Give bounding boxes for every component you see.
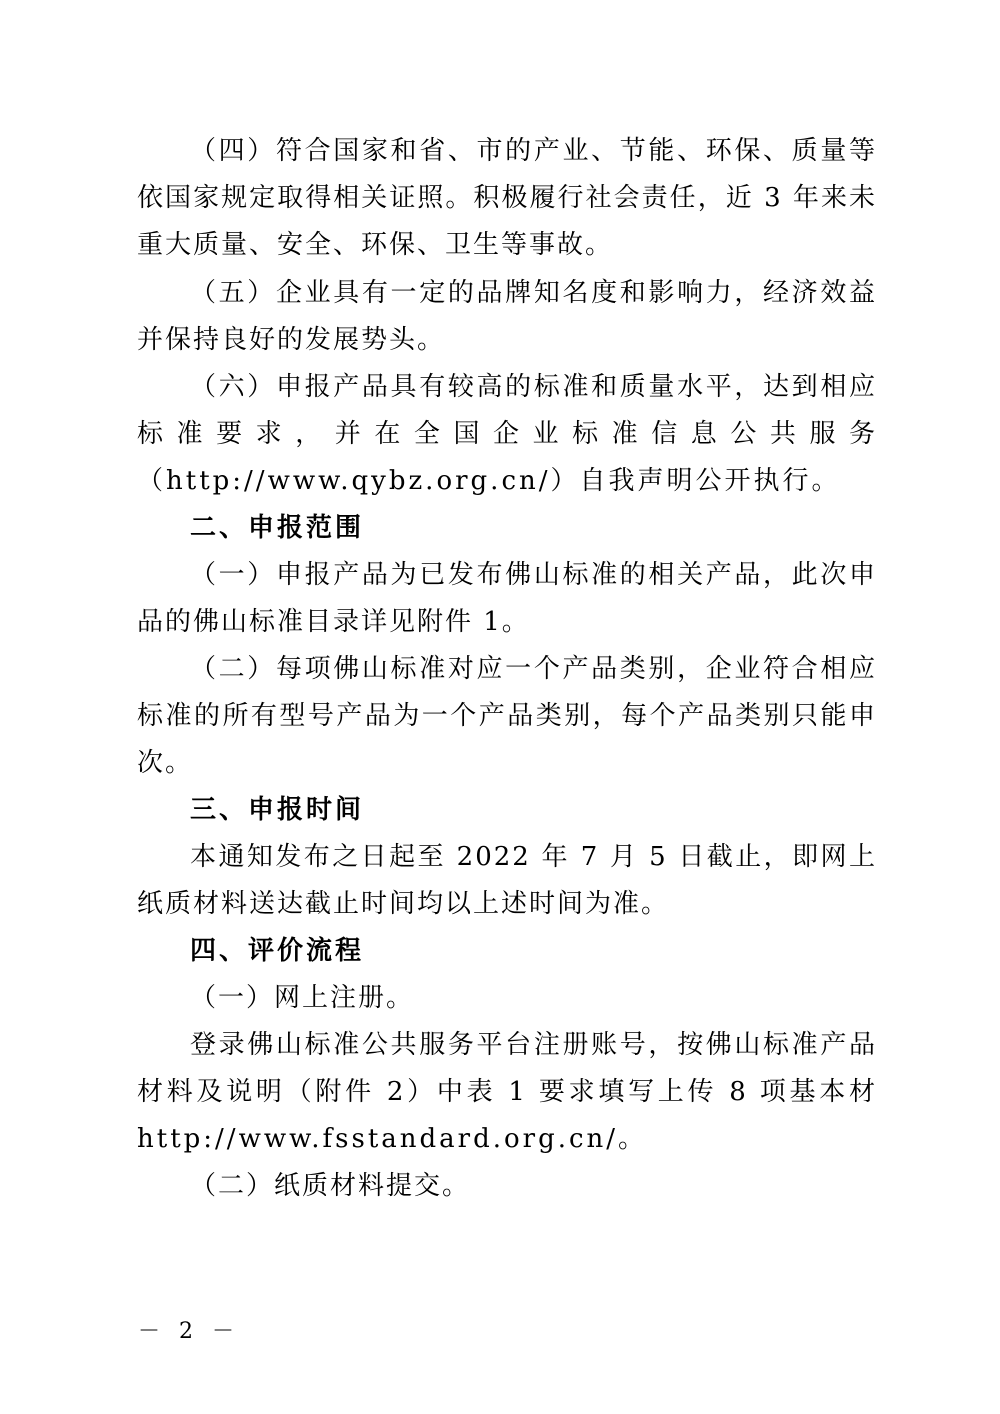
time-line-2: 纸质材料送达截止时间均以上述时间为准。 <box>137 889 670 919</box>
scope-item-2-line-1: （二）每项佛山标准对应一个产品类别，企业符合相应 <box>190 654 877 684</box>
process-item-2-title: （二）纸质材料提交。 <box>190 1171 471 1201</box>
heading-application-time: 三、申报时间 <box>190 795 365 825</box>
paragraph-4-line-1: （四）符合国家和省、市的产业、节能、环保、质量等 <box>190 136 877 166</box>
page-number: － 2 － <box>138 1319 240 1344</box>
process-item-1-line-2: 材料及说明（附件 2）中表 1 要求填写上传 8 项基本材 <box>137 1077 877 1107</box>
paragraph-4-line-2: 依国家规定取得相关证照。积极履行社会责任，近 3 年来未 <box>137 183 877 213</box>
website-url: http://www.fsstandard.org.cn/。 <box>137 1124 648 1154</box>
scope-item-1-line-2: 品的佛山标准目录详见附件 1。 <box>137 607 530 637</box>
process-item-1-line-1: 登录佛山标准公共服务平台注册账号，按佛山标准产品 <box>190 1030 877 1060</box>
paragraph-5-line-1: （五）企业具有一定的品牌知名度和影响力，经济效益 <box>190 278 877 308</box>
scope-item-1-line-1: （一）申报产品为已发布佛山标准的相关产品，此次申 <box>190 560 877 590</box>
scope-item-2-line-2: 标准的所有型号产品为一个产品类别，每个产品类别只能申 <box>137 701 877 731</box>
paragraph-4-line-3: 重大质量、安全、环保、卫生等事故。 <box>137 230 614 260</box>
paragraph-5-line-2: 并保持良好的发展势头。 <box>137 325 446 355</box>
heading-application-scope: 二、申报范围 <box>190 513 365 543</box>
paragraph-6-line-1: （六）申报产品具有较高的标准和质量水平，达到相应 <box>190 372 877 402</box>
paragraph-6-line-2: 标 准 要 求 ， 并 在 全 国 企 业 标 准 信 息 公 共 服 务 <box>137 419 877 449</box>
process-item-1-title: （一）网上注册。 <box>190 983 415 1013</box>
heading-evaluation-process: 四、评价流程 <box>190 936 365 966</box>
scope-item-2-line-3: 次。 <box>137 748 194 778</box>
time-line-1: 本通知发布之日起至 2022 年 7 月 5 日截止，即网上 <box>190 842 877 872</box>
paragraph-6-line-3: （http://www.qybz.org.cn/）自我声明公开执行。 <box>137 466 841 496</box>
